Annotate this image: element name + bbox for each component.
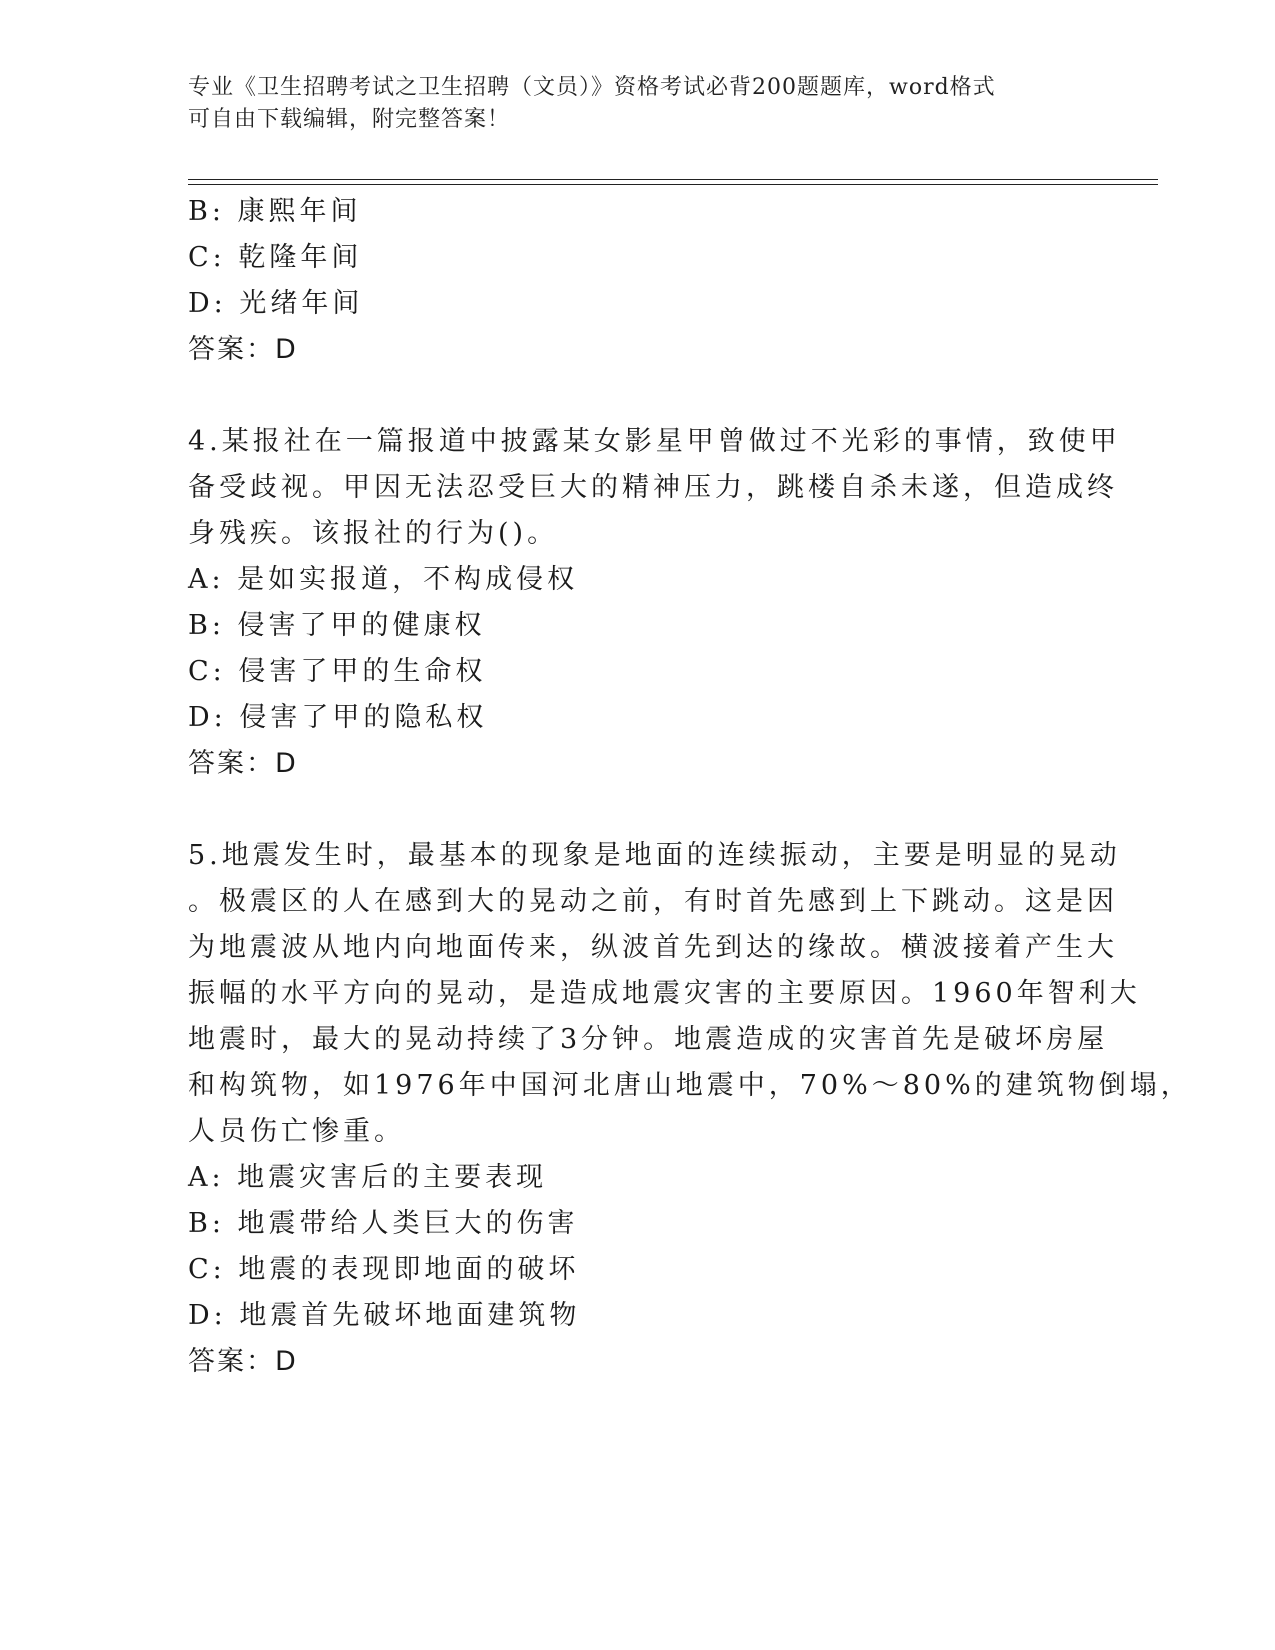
spacer bbox=[188, 373, 1068, 419]
option-c: C: 乾隆年间 bbox=[188, 242, 363, 273]
header-title-line-1: 专业《卫生招聘考试之卫生招聘（文员）》资格考试必背200题题库，word格式 bbox=[188, 75, 996, 100]
question-5 bbox=[188, 833, 1192, 1385]
answer-line: 答案：D bbox=[188, 334, 298, 365]
document-body bbox=[188, 189, 1192, 1385]
question-4 bbox=[188, 419, 1121, 787]
option-c: C: 地震的表现即地面的破坏 bbox=[188, 1254, 580, 1285]
option-b: B: 侵害了甲的健康权 bbox=[188, 610, 486, 641]
option-b: B: 康熙年间 bbox=[188, 196, 362, 227]
header-rule-top bbox=[188, 179, 1158, 180]
question-stem-line: 身残疾。该报社的行为()。 bbox=[188, 518, 559, 549]
question-stem-line: 4.某报社在一篇报道中披露某女影星甲曾做过不光彩的事情，致使甲 bbox=[188, 426, 1121, 457]
question-stem-line: 和构筑物，如1976年中国河北唐山地震中，70%～80%的建筑物倒塌， bbox=[188, 1070, 1192, 1101]
spacer bbox=[188, 787, 1068, 833]
option-a: A: 地震灾害后的主要表现 bbox=[188, 1162, 548, 1193]
question-stem-line: 人员伤亡惨重。 bbox=[188, 1116, 405, 1147]
question-stem-line: 振幅的水平方向的晃动，是造成地震灾害的主要原因。1960年智利大 bbox=[188, 978, 1141, 1009]
header-rule-bottom bbox=[188, 184, 1158, 185]
option-d: D: 侵害了甲的隐私权 bbox=[188, 702, 488, 733]
option-d: D: 地震首先破坏地面建筑物 bbox=[188, 1300, 581, 1331]
question-stem-line: 5.地震发生时，最基本的现象是地面的连续振动，主要是明显的晃动 bbox=[188, 840, 1121, 871]
option-c: C: 侵害了甲的生命权 bbox=[188, 656, 487, 687]
question-stem-line: 。极震区的人在感到大的晃动之前，有时首先感到上下跳动。这是因 bbox=[188, 886, 1118, 917]
question-stem-line: 地震时，最大的晃动持续了3分钟。地震造成的灾害首先是破坏房屋 bbox=[188, 1024, 1109, 1055]
answer-line: 答案：D bbox=[188, 748, 298, 779]
question-stem-line: 备受歧视。甲因无法忍受巨大的精神压力，跳楼自杀未遂，但造成终 bbox=[188, 472, 1118, 503]
question-3-partial bbox=[188, 189, 1068, 373]
option-a: A: 是如实报道，不构成侵权 bbox=[188, 564, 579, 595]
option-b: B: 地震带给人类巨大的伤害 bbox=[188, 1208, 579, 1239]
header-title-line-2: 可自由下载编辑，附完整答案！ bbox=[188, 107, 511, 132]
option-d: D: 光绪年间 bbox=[188, 288, 364, 319]
document-header bbox=[188, 72, 1068, 136]
answer-line: 答案：D bbox=[188, 1346, 298, 1377]
question-stem-line: 为地震波从地内向地面传来，纵波首先到达的缘故。横波接着产生大 bbox=[188, 932, 1118, 963]
